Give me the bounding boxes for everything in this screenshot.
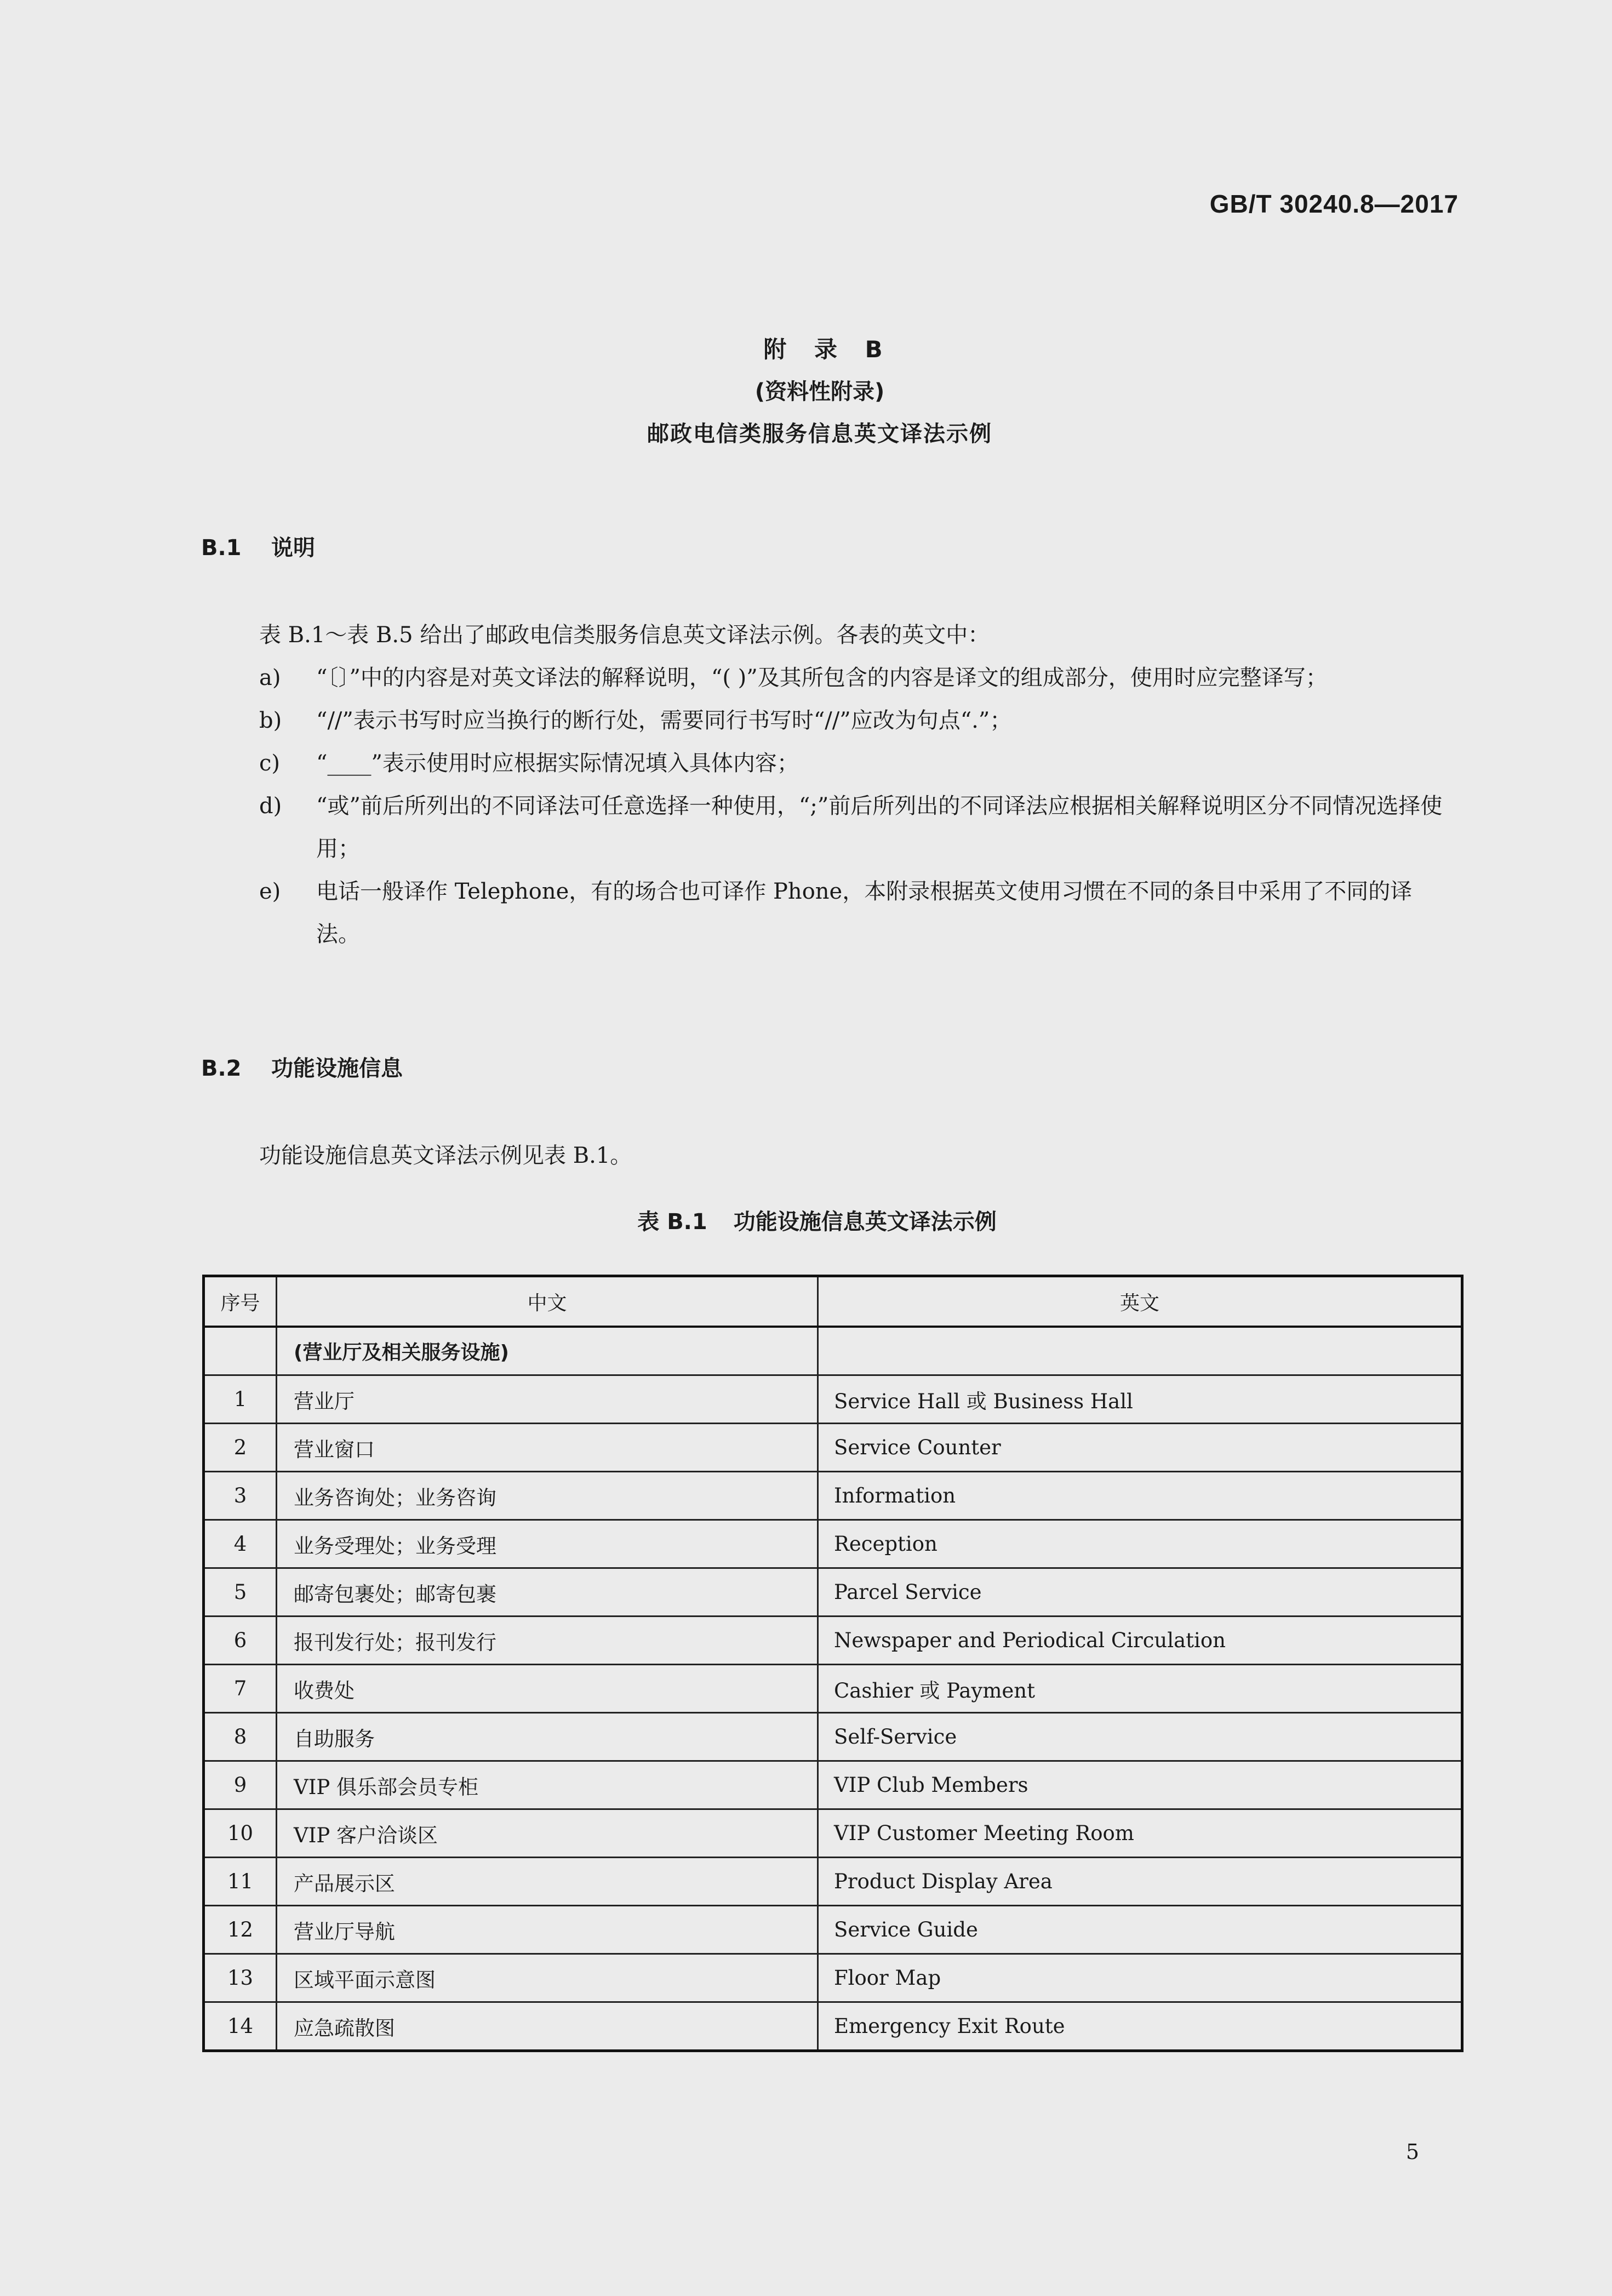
list-marker: a) (259, 665, 281, 690)
table-header-row (204, 1276, 1462, 1327)
list-marker: b) (259, 708, 282, 733)
list-marker: c) (259, 751, 281, 776)
table-cell-en: Information (818, 1472, 1462, 1520)
table-cell-zh: 区域平面示意图 (277, 1954, 818, 2002)
table-cell-en: VIP Club Members (818, 1761, 1462, 1809)
table-group-row (204, 1327, 1462, 1375)
table-cell-zh: 邮寄包裹处；邮寄包裹 (277, 1568, 818, 1617)
group-label: (营业厅及相关服务设施) (277, 1327, 818, 1375)
appendix-subtitle: (资料性附录) (754, 379, 885, 404)
appendix-heading (0, 329, 1612, 455)
table-row (204, 1520, 1462, 1568)
table-cell-en: Product Display Area (818, 1858, 1462, 1906)
table-cell-en: Emergency Exit Route (818, 2002, 1462, 2051)
list-item (259, 699, 1456, 742)
table-cell-seq: 13 (204, 1954, 277, 2002)
table-cell-seq (204, 1327, 277, 1375)
list-text: “〔〕”中的内容是对英文译法的解释说明，“( )”及其所包含的内容是译文的组成部分，使用时应完整译写； (316, 665, 1328, 690)
table-cell-en: VIP Customer Meeting Room (818, 1809, 1462, 1858)
table-cell-en: Parcel Service (818, 1568, 1462, 1617)
table-cell-seq: 3 (204, 1472, 277, 1520)
table-cell-zh: 应急疏散图 (277, 2002, 818, 2051)
table-cell-zh: VIP 俱乐部会员专柜 (277, 1761, 818, 1809)
table-cell-zh: 业务咨询处；业务咨询 (277, 1472, 818, 1520)
table-cell-seq: 14 (204, 2002, 277, 2051)
table-cell-zh: 业务受理处；业务受理 (277, 1520, 818, 1568)
table-cell-seq: 1 (204, 1375, 277, 1424)
section-heading-b2 (201, 1051, 403, 1082)
table-cell-zh: 产品展示区 (277, 1858, 818, 1906)
list-text: “//”表示书写时应当换行的断行处，需要同行书写时“//”应改为句点“.”； (316, 708, 1012, 733)
page-number: 5 (1405, 2140, 1419, 2164)
table-caption-number: 表 B.1 (637, 1209, 707, 1235)
list-text: 电话一般译作 Telephone，有的场合也可译作 Phone，本附录根据英文使用习惯在不同的条目中采用了不同的译法。 (316, 879, 1413, 947)
table-cell-en: Floor Map (818, 1954, 1462, 2002)
table-cell-seq: 9 (204, 1761, 277, 1809)
section-title: 说明 (271, 535, 315, 561)
column-header-seq: 序号 (204, 1276, 277, 1327)
table-cell-seq: 10 (204, 1809, 277, 1858)
table-row (204, 1472, 1462, 1520)
table-row (204, 1858, 1462, 1906)
table-row (204, 1665, 1462, 1713)
table-row (204, 1761, 1462, 1809)
list-text: “____”表示使用时应根据实际情况填入具体内容； (316, 751, 799, 776)
table-cell-en: Self-Service (818, 1713, 1462, 1761)
section-b2-intro: 功能设施信息英文译法示例见表 B.1。 (259, 1143, 632, 1168)
table-cell-zh: 营业窗口 (277, 1424, 818, 1472)
table-cell-zh: 收费处 (277, 1665, 818, 1713)
notes-list (259, 656, 1456, 956)
table-row (204, 1617, 1462, 1665)
table-row (204, 2002, 1462, 2051)
table-cell-seq: 7 (204, 1665, 277, 1713)
table-row (204, 1906, 1462, 1954)
list-text: “或”前后所列出的不同译法可任意选择一种使用，“;”前后所列出的不同译法应根据相关解释说明区分不同情况选择使用； (316, 793, 1443, 861)
list-item (259, 656, 1456, 699)
table-cell-en: Service Counter (818, 1424, 1462, 1472)
list-marker: e) (259, 879, 281, 904)
table-cell-seq: 12 (204, 1906, 277, 1954)
table-cell-zh: 自助服务 (277, 1713, 818, 1761)
table-cell-seq: 2 (204, 1424, 277, 1472)
section-number: B.2 (201, 1056, 242, 1081)
table-caption (0, 1204, 1612, 1236)
standard-code: GB/T 30240.8—2017 (1209, 190, 1459, 218)
table-row (204, 1809, 1462, 1858)
table-cell-en: Reception (818, 1520, 1462, 1568)
table-cell-en: Service Guide (818, 1906, 1462, 1954)
column-header-zh: 中文 (277, 1276, 818, 1327)
table-cell-seq: 11 (204, 1858, 277, 1906)
table-cell-en: Cashier 或 Payment (818, 1665, 1462, 1713)
table-cell-en (818, 1327, 1462, 1375)
table-cell-seq: 4 (204, 1520, 277, 1568)
appendix-title: 附 录 B (763, 336, 893, 363)
table-cell-en: Newspaper and Periodical Circulation (818, 1617, 1462, 1665)
table-cell-zh: 营业厅导航 (277, 1906, 818, 1954)
list-item (259, 870, 1456, 956)
table-cell-en: Service Hall 或 Business Hall (818, 1375, 1462, 1424)
table-row (204, 1713, 1462, 1761)
section-title: 功能设施信息 (271, 1056, 403, 1081)
table-cell-zh: 营业厅 (277, 1375, 818, 1424)
translation-table (202, 1275, 1464, 2052)
appendix-name: 邮政电信类服务信息英文译法示例 (647, 421, 992, 447)
table-row (204, 1568, 1462, 1617)
table-cell-seq: 5 (204, 1568, 277, 1617)
table-row (204, 1375, 1462, 1424)
table-cell-seq: 8 (204, 1713, 277, 1761)
table-caption-title: 功能设施信息英文译法示例 (733, 1209, 997, 1235)
table-row (204, 1424, 1462, 1472)
table-cell-zh: 报刊发行处；报刊发行 (277, 1617, 818, 1665)
table-cell-seq: 6 (204, 1617, 277, 1665)
list-item (259, 742, 1456, 785)
column-header-en: 英文 (818, 1276, 1462, 1327)
list-item (259, 785, 1456, 870)
list-marker: d) (259, 793, 282, 819)
section-b1-intro: 表 B.1～表 B.5 给出了邮政电信类服务信息英文译法示例。各表的英文中： (259, 622, 990, 648)
section-number: B.1 (201, 535, 242, 561)
table-row (204, 1954, 1462, 2002)
section-heading-b1 (201, 530, 315, 562)
table-cell-zh: VIP 客户洽谈区 (277, 1809, 818, 1858)
